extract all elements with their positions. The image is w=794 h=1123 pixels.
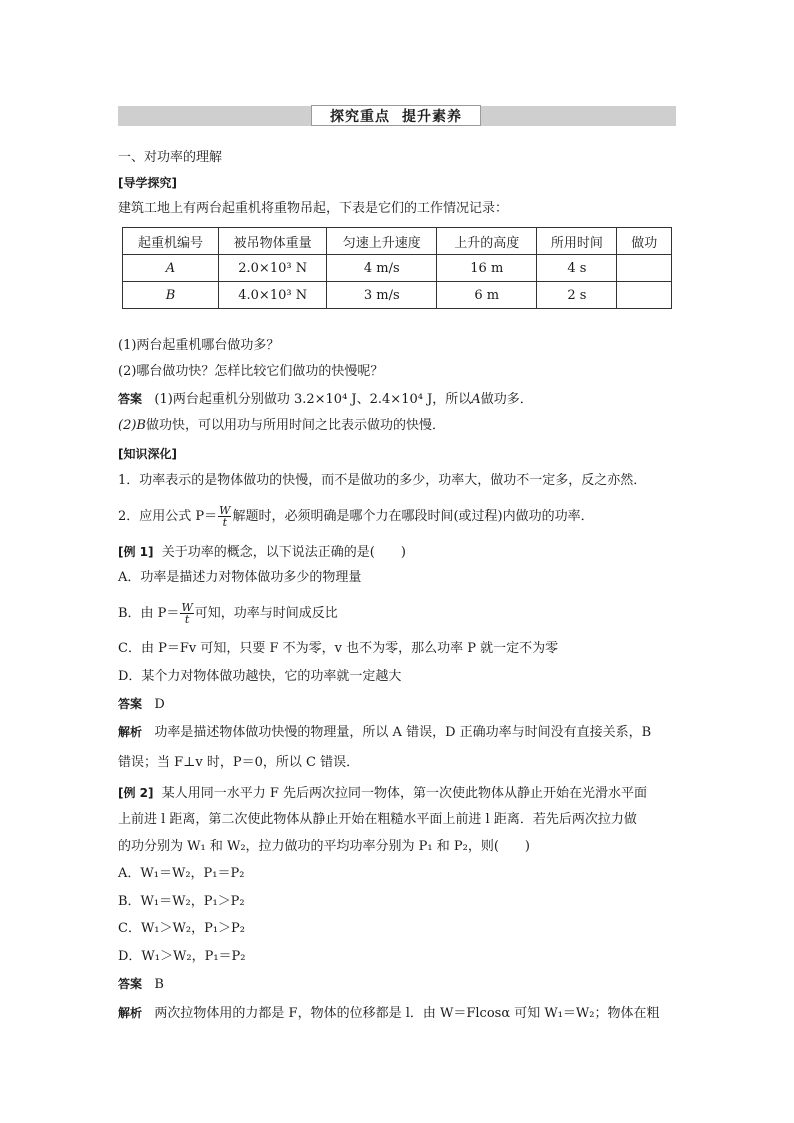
example-2-answer — [118, 974, 164, 995]
table-cell: 6 m — [437, 282, 537, 309]
example-1-question — [118, 542, 406, 563]
example-1-text: 关于功率的概念，以下说法正确的是( ) — [161, 545, 406, 560]
example-1-analysis — [118, 722, 651, 743]
table-cell: A — [165, 260, 176, 276]
guide-intro: 建筑工地上有两台起重机将重物吊起，下表是它们的工作情况记录： — [118, 201, 509, 216]
crane-work-table — [122, 227, 672, 309]
fraction-numerator: W — [181, 601, 193, 614]
example-2-text: 某人用同一水平力 F 先后两次拉同一物体，第一次使此物体从静止开始在光滑水平面 — [161, 786, 648, 801]
table-cell: 2.0×10³ N — [219, 255, 327, 282]
example-2-option-c: C．W₁＞W₂，P₁＞P₂ — [118, 921, 246, 936]
table-cell: 4 m/s — [327, 255, 437, 282]
table-cell: 4 s — [537, 255, 617, 282]
table-header-cell: 匀速上升速度 — [327, 228, 437, 255]
answer-2-var: (2)B — [118, 418, 146, 433]
answer-1 — [118, 389, 533, 410]
answer-2-text: 做功快，可以用功与所用时间之比表示做功的快慢． — [145, 418, 445, 433]
answer-value: D — [154, 697, 165, 712]
question-1: (1)两台起重机哪台做功多？ — [118, 338, 280, 353]
analysis-label: 解析 — [118, 725, 143, 739]
example-1-option-c: C．由 P＝Fv 可知，只要 F 不为零，v 也不为零，那么功率 P 就一定不为零 — [118, 641, 559, 656]
example-2-question — [118, 783, 647, 804]
table-header-row — [123, 228, 672, 255]
example-1-analysis-cont: 错误；当 F⊥v 时，P＝0，所以 C 错误． — [118, 755, 360, 770]
knowledge-point-2-text: 2．应用公式 P＝ — [118, 509, 218, 524]
banner-right-text: 提升素养 — [402, 108, 462, 125]
fraction-denominator: t — [222, 516, 228, 529]
fraction-numerator: W — [219, 504, 231, 517]
option-b-fraction — [180, 602, 193, 625]
knowledge-point-1: 1．功率表示的是物体做功的快慢，而不是做功的多少，功率大，做功不一定多，反之亦然． — [118, 473, 647, 488]
fraction-denominator: t — [184, 613, 190, 626]
answer-label: 答案 — [118, 392, 143, 406]
example-2-option-b: B．W₁＝W₂，P₁＞P₂ — [118, 894, 245, 909]
knowledge-point-2 — [118, 505, 594, 528]
example-1-option-d: D．某个力对物体做功越快，它的功率就一定越大 — [118, 669, 402, 684]
guide-label: [导学探究] — [118, 176, 177, 190]
table-cell: 4.0×10³ N — [219, 282, 327, 309]
example-1-option-b — [118, 602, 338, 625]
table-cell: 3 m/s — [327, 282, 437, 309]
answer-label: 答案 — [118, 977, 143, 991]
table-cell: B — [165, 287, 176, 303]
table-cell — [617, 255, 672, 282]
example-1-label: [例 1] — [118, 545, 154, 559]
table-cell: 2 s — [537, 282, 617, 309]
table-cell — [617, 282, 672, 309]
section-title: 一、对功率的理解 — [118, 150, 223, 165]
banner-left-text: 探究重点 — [330, 108, 390, 125]
table-header-cell: 起重机编号 — [123, 228, 219, 255]
example-2-question-cont: 上前进 l 距离，第二次使此物体从静止开始在粗糙水平面上前进 l 距离．若先后两次拉力做 — [118, 812, 637, 827]
knowledge-label: [知识深化] — [118, 447, 177, 461]
table-header-cell: 做功 — [617, 228, 672, 255]
table-row — [123, 255, 672, 282]
answer-value: B — [154, 977, 164, 992]
table-cell: 16 m — [437, 255, 537, 282]
example-2-analysis — [118, 1003, 660, 1024]
answer-1-tail: 做功多． — [480, 392, 533, 407]
power-formula-fraction — [218, 505, 231, 528]
table-header-cell: 上升的高度 — [437, 228, 537, 255]
answer-label: 答案 — [118, 697, 143, 711]
option-b-tail: 可知，功率与时间成反比 — [194, 606, 338, 621]
table-header-cell: 被吊物体重量 — [219, 228, 327, 255]
knowledge-point-2-tail: 解题时，必须明确是哪个力在哪段时间(或过程)内做功的功率． — [232, 509, 594, 524]
analysis-label: 解析 — [118, 1006, 143, 1020]
answer-2 — [118, 416, 445, 436]
analysis-text: 功率是描述物体做功快慢的物理量，所以 A 错误，D 正确功率与时间没有直接关系，B — [154, 725, 652, 740]
example-2-label: [例 2] — [118, 786, 154, 800]
table-row — [123, 282, 672, 309]
section-banner — [311, 105, 481, 126]
option-b-text: B．由 P＝ — [118, 606, 180, 621]
example-1-option-a: A．功率是描述力对物体做功多少的物理量 — [118, 570, 362, 585]
table-header-cell: 所用时间 — [537, 228, 617, 255]
example-1-answer — [118, 694, 165, 715]
analysis-text: 两次拉物体用的力都是 F，物体的位移都是 l．由 W＝Flcosα 可知 W₁＝W₂；物体在粗 — [154, 1006, 660, 1021]
example-2-option-d: D．W₁＞W₂，P₁＝P₂ — [118, 949, 246, 964]
question-2: (2)哪台做功快？怎样比较它们做功的快慢呢？ — [118, 364, 384, 379]
answer-1-var: A — [471, 392, 481, 407]
example-2-option-a: A．W₁＝W₂，P₁＝P₂ — [118, 866, 245, 881]
answer-1-text: (1)两台起重机分别做功 3.2×10⁴ J、2.4×10⁴ J，所以 — [154, 392, 472, 407]
example-2-question-cont: 的功分别为 W₁ 和 W₂，拉力做功的平均功率分别为 P₁ 和 P₂，则( ) — [118, 839, 531, 854]
